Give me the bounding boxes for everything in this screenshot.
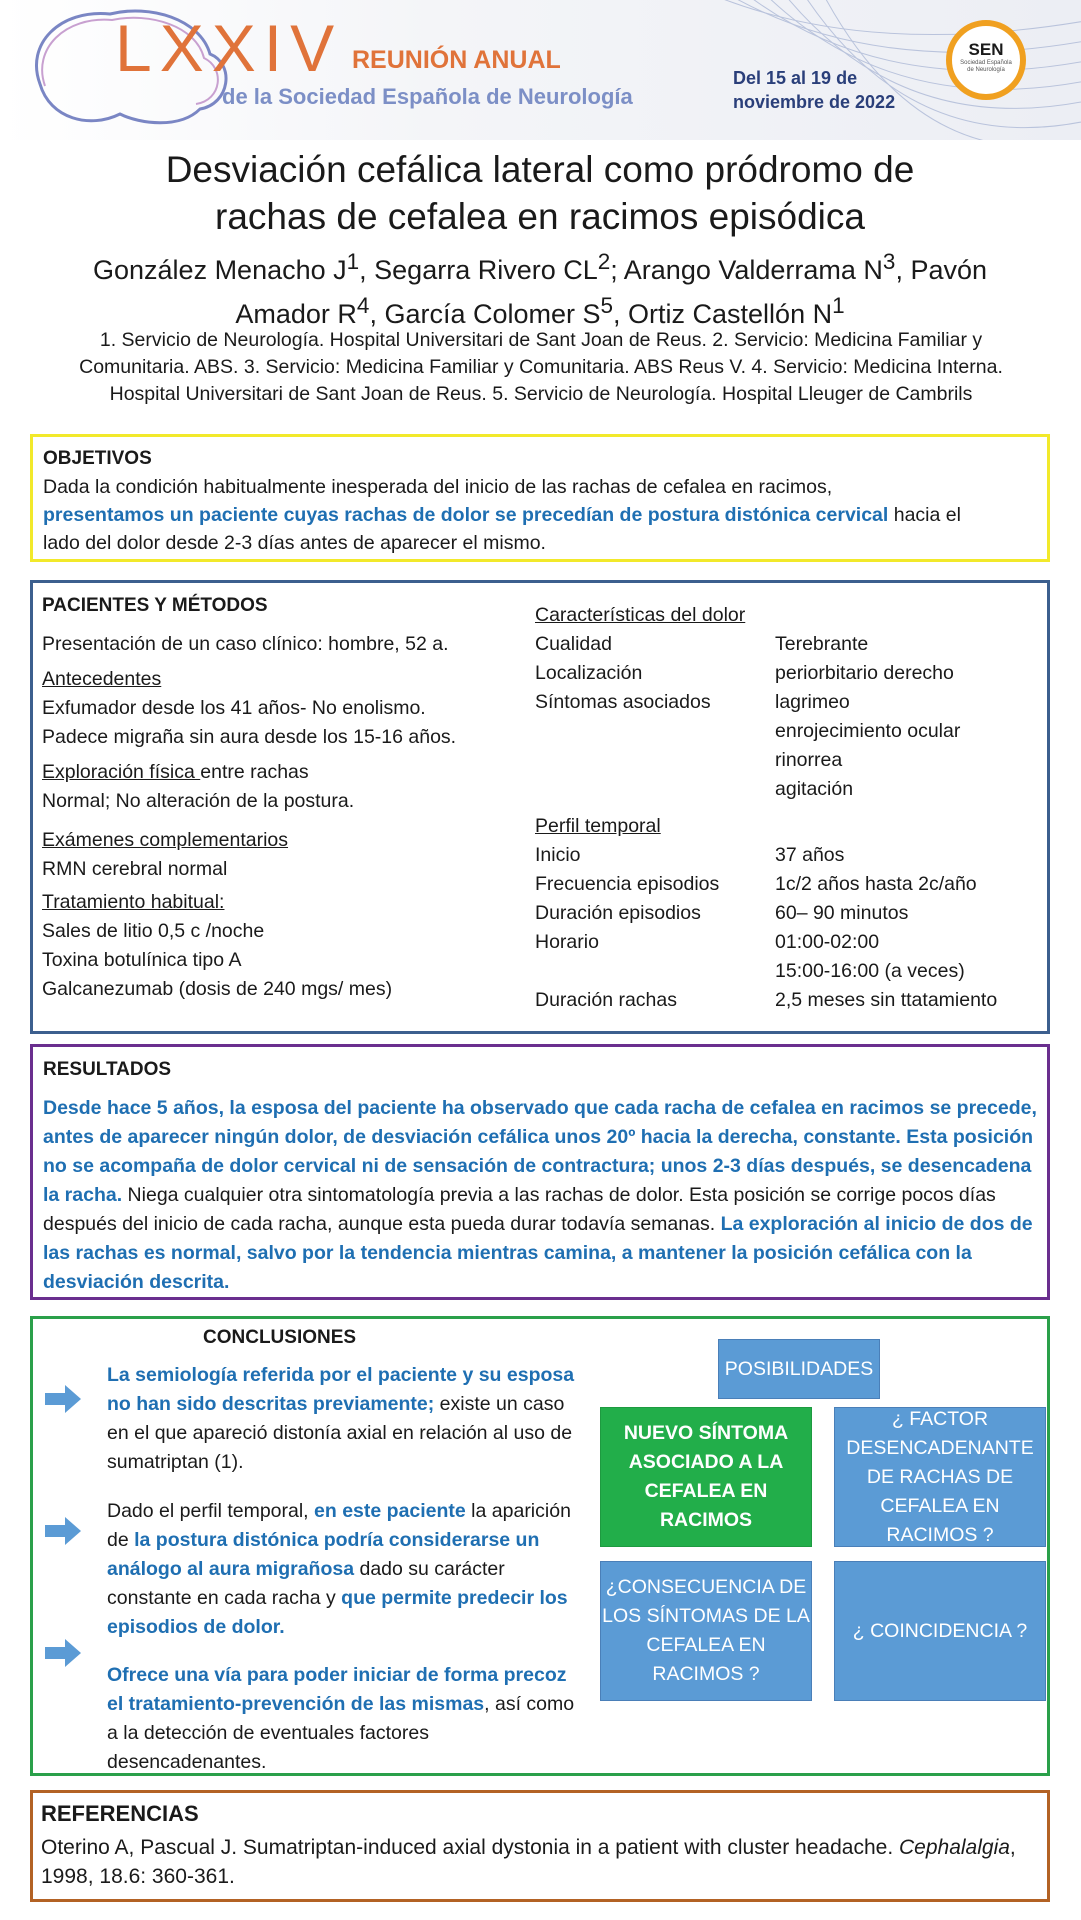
profile-row <box>535 870 1045 899</box>
row-value: Terebrante <box>775 633 869 655</box>
conclusion-text: Dado el perfil temporal, <box>107 1500 315 1522</box>
pain-row <box>535 630 1045 659</box>
profile-row <box>535 841 1045 870</box>
sen-logo-text: SEN <box>968 40 1004 59</box>
objetivos-text: Dada la condición habitualmente inesperada del inicio de las rachas de cefalea en racimos, <box>43 476 833 498</box>
conclusion-1 <box>107 1361 577 1477</box>
row-value: 60– 90 minutos <box>775 902 909 924</box>
reference-1 <box>41 1833 1039 1891</box>
row-value: 1c/2 años hasta 2c/año <box>775 873 977 895</box>
resultados-highlight: La exploración al inicio de dos de las rachas es normal, salvo por la tendencia mientras camina, a mantener la posición cefálica con la desviación descrita. <box>43 1213 1033 1293</box>
edition-roman-numeral: LXXIV <box>115 11 343 85</box>
exploracion-heading-rest: entre rachas <box>200 761 309 783</box>
profile-row <box>535 899 1045 928</box>
title-line-2: rachas de cefalea en racimos episódica <box>215 196 865 237</box>
profile-row <box>535 928 1045 986</box>
pm-left-column <box>42 591 542 1004</box>
affiliation-line: Comunitaria. ABS. 3. Servicio: Medicina Familiar y Comunitaria. ABS Reus V. 4. Servicio: Medicina Interna. <box>79 356 1003 378</box>
arrow-right-icon <box>45 1385 81 1413</box>
resultados-section <box>30 1044 1050 1300</box>
row-value: 2,5 meses sin ttatamiento <box>775 989 998 1011</box>
author: Amador R <box>235 299 357 329</box>
society-name: de la Sociedad Española de Neurología <box>222 84 633 109</box>
conclusion-2 <box>107 1497 577 1642</box>
factor-desencadenante-box: ¿ FACTOR DESENCADENANTE DE RACHAS DE CEFALEA EN RACIMOS ? <box>834 1407 1046 1547</box>
conclusion-highlight: en este paciente <box>314 1500 466 1522</box>
row-key: Frecuencia episodios <box>535 873 720 895</box>
row-value-list <box>775 928 1045 986</box>
pacientes-metodos-section <box>30 580 1050 1034</box>
author: , García Colomer S <box>369 299 601 329</box>
caracteristicas-heading: Características del dolor <box>535 604 746 626</box>
section-heading: PACIENTES Y MÉTODOS <box>42 595 268 616</box>
sen-logo-small-1: Sociedad Española <box>960 60 1012 66</box>
symptom: rinorrea <box>775 749 843 771</box>
conclusion-text: la aparición de <box>107 1500 571 1551</box>
dates-line-2: noviembre de 2022 <box>733 92 896 112</box>
symptom: agitación <box>775 778 854 800</box>
row-key: Horario <box>535 931 599 953</box>
objetivos-text: hacia el <box>888 504 961 526</box>
case-presentation: Presentación de un caso clínico: hombre, 52 a. <box>42 633 449 655</box>
title-line-1: Desviación cefálica lateral como pródromo de <box>165 149 915 190</box>
conclusion-text: existe un caso en el que apareció distonía axial en relación al uso de sumatriptan (1). <box>107 1393 573 1473</box>
sen-logo <box>946 20 1026 100</box>
meeting-dates <box>733 66 895 114</box>
row-key: Duración rachas <box>535 989 677 1011</box>
conclusion-text: dado su carácter constante en cada racha y <box>107 1558 505 1609</box>
arrow-right-icon <box>45 1639 81 1667</box>
section-heading: RESULTADOS <box>43 1059 172 1080</box>
examenes-item: RMN cerebral normal <box>42 858 228 880</box>
pain-row <box>535 688 1045 804</box>
author: González Menacho J <box>93 255 347 285</box>
nuevo-sintoma-box: NUEVO SÍNTOMA ASOCIADO A LA CEFALEA EN RACIMOS <box>600 1407 812 1547</box>
schedule: 01:00-02:00 <box>775 931 880 953</box>
symptom: lagrimeo <box>775 691 850 713</box>
conclusion-highlight: la postura distónica podría considerarse un análogo al aura migrañosa <box>107 1529 540 1580</box>
row-key: Inicio <box>535 844 581 866</box>
author: , Ortiz Castellón N <box>613 299 833 329</box>
conclusion-highlight: La semiología referida por el paciente y su esposa no han sido descritas previamente; <box>107 1364 575 1415</box>
authors <box>40 244 1040 332</box>
reference-journal: Cephalalgia <box>899 1836 1010 1859</box>
antecedentes-heading: Antecedentes <box>42 668 162 690</box>
row-key: Localización <box>535 662 643 684</box>
tratamiento-item: Galcanezumab (dosis de 240 mgs/ mes) <box>42 978 393 1000</box>
antecedentes-item: Padece migraña sin aura desde los 15-16 años. <box>42 726 457 748</box>
reference-text: , 1998, 18.6: 360-361. <box>41 1836 1016 1888</box>
conclusion-3 <box>107 1661 577 1777</box>
dates-line-1: Del 15 al 19 de <box>733 68 858 88</box>
schedule: 15:00-16:00 (a veces) <box>775 960 965 982</box>
consecuencia-box: ¿CONSECUENCIA DE LOS SÍNTOMAS DE LA CEFALEA EN RACIMOS ? <box>600 1561 812 1701</box>
author-sup: 1 <box>832 293 845 318</box>
header-banner <box>0 0 1081 140</box>
row-key: Cualidad <box>535 633 612 655</box>
pain-row <box>535 659 1045 688</box>
author-sup: 3 <box>882 249 896 274</box>
row-key: Duración episodios <box>535 902 701 924</box>
arrow-right-icon <box>45 1517 81 1545</box>
resultados-paragraph <box>43 1094 1037 1297</box>
section-heading: REFERENCIAS <box>41 1801 199 1826</box>
sen-logo-small-2: de Neurología <box>967 67 1005 73</box>
reference-text: Oterino A, Pascual J. Sumatriptan-induced axial dystonia in a patient with cluster headache. <box>41 1836 894 1859</box>
row-value-list <box>775 688 1045 804</box>
referencias-section <box>30 1790 1050 1902</box>
affiliation-line: 1. Servicio de Neurología. Hospital Universitari de Sant Joan de Reus. 2. Servicio: Medicina Familiar y <box>99 329 983 351</box>
exploracion-heading: Exploración física <box>42 761 201 783</box>
poster-title <box>60 146 1020 240</box>
row-value: periorbitario derecho <box>775 662 954 684</box>
affiliation-line: Hospital Universitari de Sant Joan de Reus. 5. Servicio de Neurología. Hospital Lleuger de Cambrils <box>109 383 973 405</box>
section-heading: OBJETIVOS <box>43 448 152 469</box>
pm-right-column <box>535 601 1045 1015</box>
coincidencia-box: ¿ COINCIDENCIA ? <box>834 1561 1046 1701</box>
meeting-name: REUNIÓN ANUAL <box>352 46 561 74</box>
profile-row <box>535 986 1045 1015</box>
tratamiento-heading: Tratamiento habitual: <box>42 891 225 913</box>
author-sup: 5 <box>600 293 614 318</box>
author: , Pavón <box>895 255 987 285</box>
author-sup: 4 <box>356 293 370 318</box>
author: , Segarra Rivero CL <box>359 255 598 285</box>
author-sup: 1 <box>346 249 360 274</box>
row-value: 37 años <box>775 844 845 866</box>
affiliations <box>16 327 1066 408</box>
resultados-text: Niega cualquier otra sintomatología previa a las rachas de dolor. Esta posición se corrige pocos días después del inicio de cada racha, aunque esta pueda durar todavía semanas. <box>43 1184 996 1235</box>
examenes-heading: Exámenes complementarios <box>42 829 289 851</box>
tratamiento-item: Toxina botulínica tipo A <box>42 949 242 971</box>
objetivos-section <box>30 434 1050 562</box>
conclusion-highlight: que permite predecir los episodios de dolor. <box>107 1587 568 1638</box>
perfil-heading: Perfil temporal <box>535 815 661 837</box>
posibilidades-box: POSIBILIDADES <box>718 1339 880 1399</box>
conclusion-highlight: Ofrece una vía para poder iniciar de forma precoz el tratamiento-prevención de las mismas <box>107 1664 567 1715</box>
conclusiones-section <box>30 1316 1050 1776</box>
tratamiento-item: Sales de litio 0,5 c /noche <box>42 920 265 942</box>
objetivos-text: lado del dolor desde 2-3 días antes de aparecer el mismo. <box>43 532 546 554</box>
resultados-highlight: Desde hace 5 años, la esposa del paciente ha observado que cada racha de cefalea en racimos se precede, antes de aparecer ningún dolor, de desviación cefálica unos 20º hacia la derecha, constante. Esta posición no se acompaña de dolor cervical ni de sensación de contractura; unos 2-3 días después, se desencadena la racha. <box>43 1097 1037 1206</box>
author: ; Arango Valderrama N <box>610 255 883 285</box>
conclusion-text: , así como a la detección de eventuales factores desencadenantes. <box>107 1693 575 1773</box>
section-heading: CONCLUSIONES <box>203 1327 357 1348</box>
antecedentes-item: Exfumador desde los 41 años- No enolismo. <box>42 697 426 719</box>
author-sup: 2 <box>597 249 611 274</box>
row-key: Síntomas asociados <box>535 691 711 713</box>
exploracion-item: Normal; No alteración de la postura. <box>42 790 355 812</box>
objetivos-highlight: presentamos un paciente cuyas rachas de dolor se precedían de postura distónica cervical <box>43 504 889 526</box>
symptom: enrojecimiento ocular <box>775 720 961 742</box>
